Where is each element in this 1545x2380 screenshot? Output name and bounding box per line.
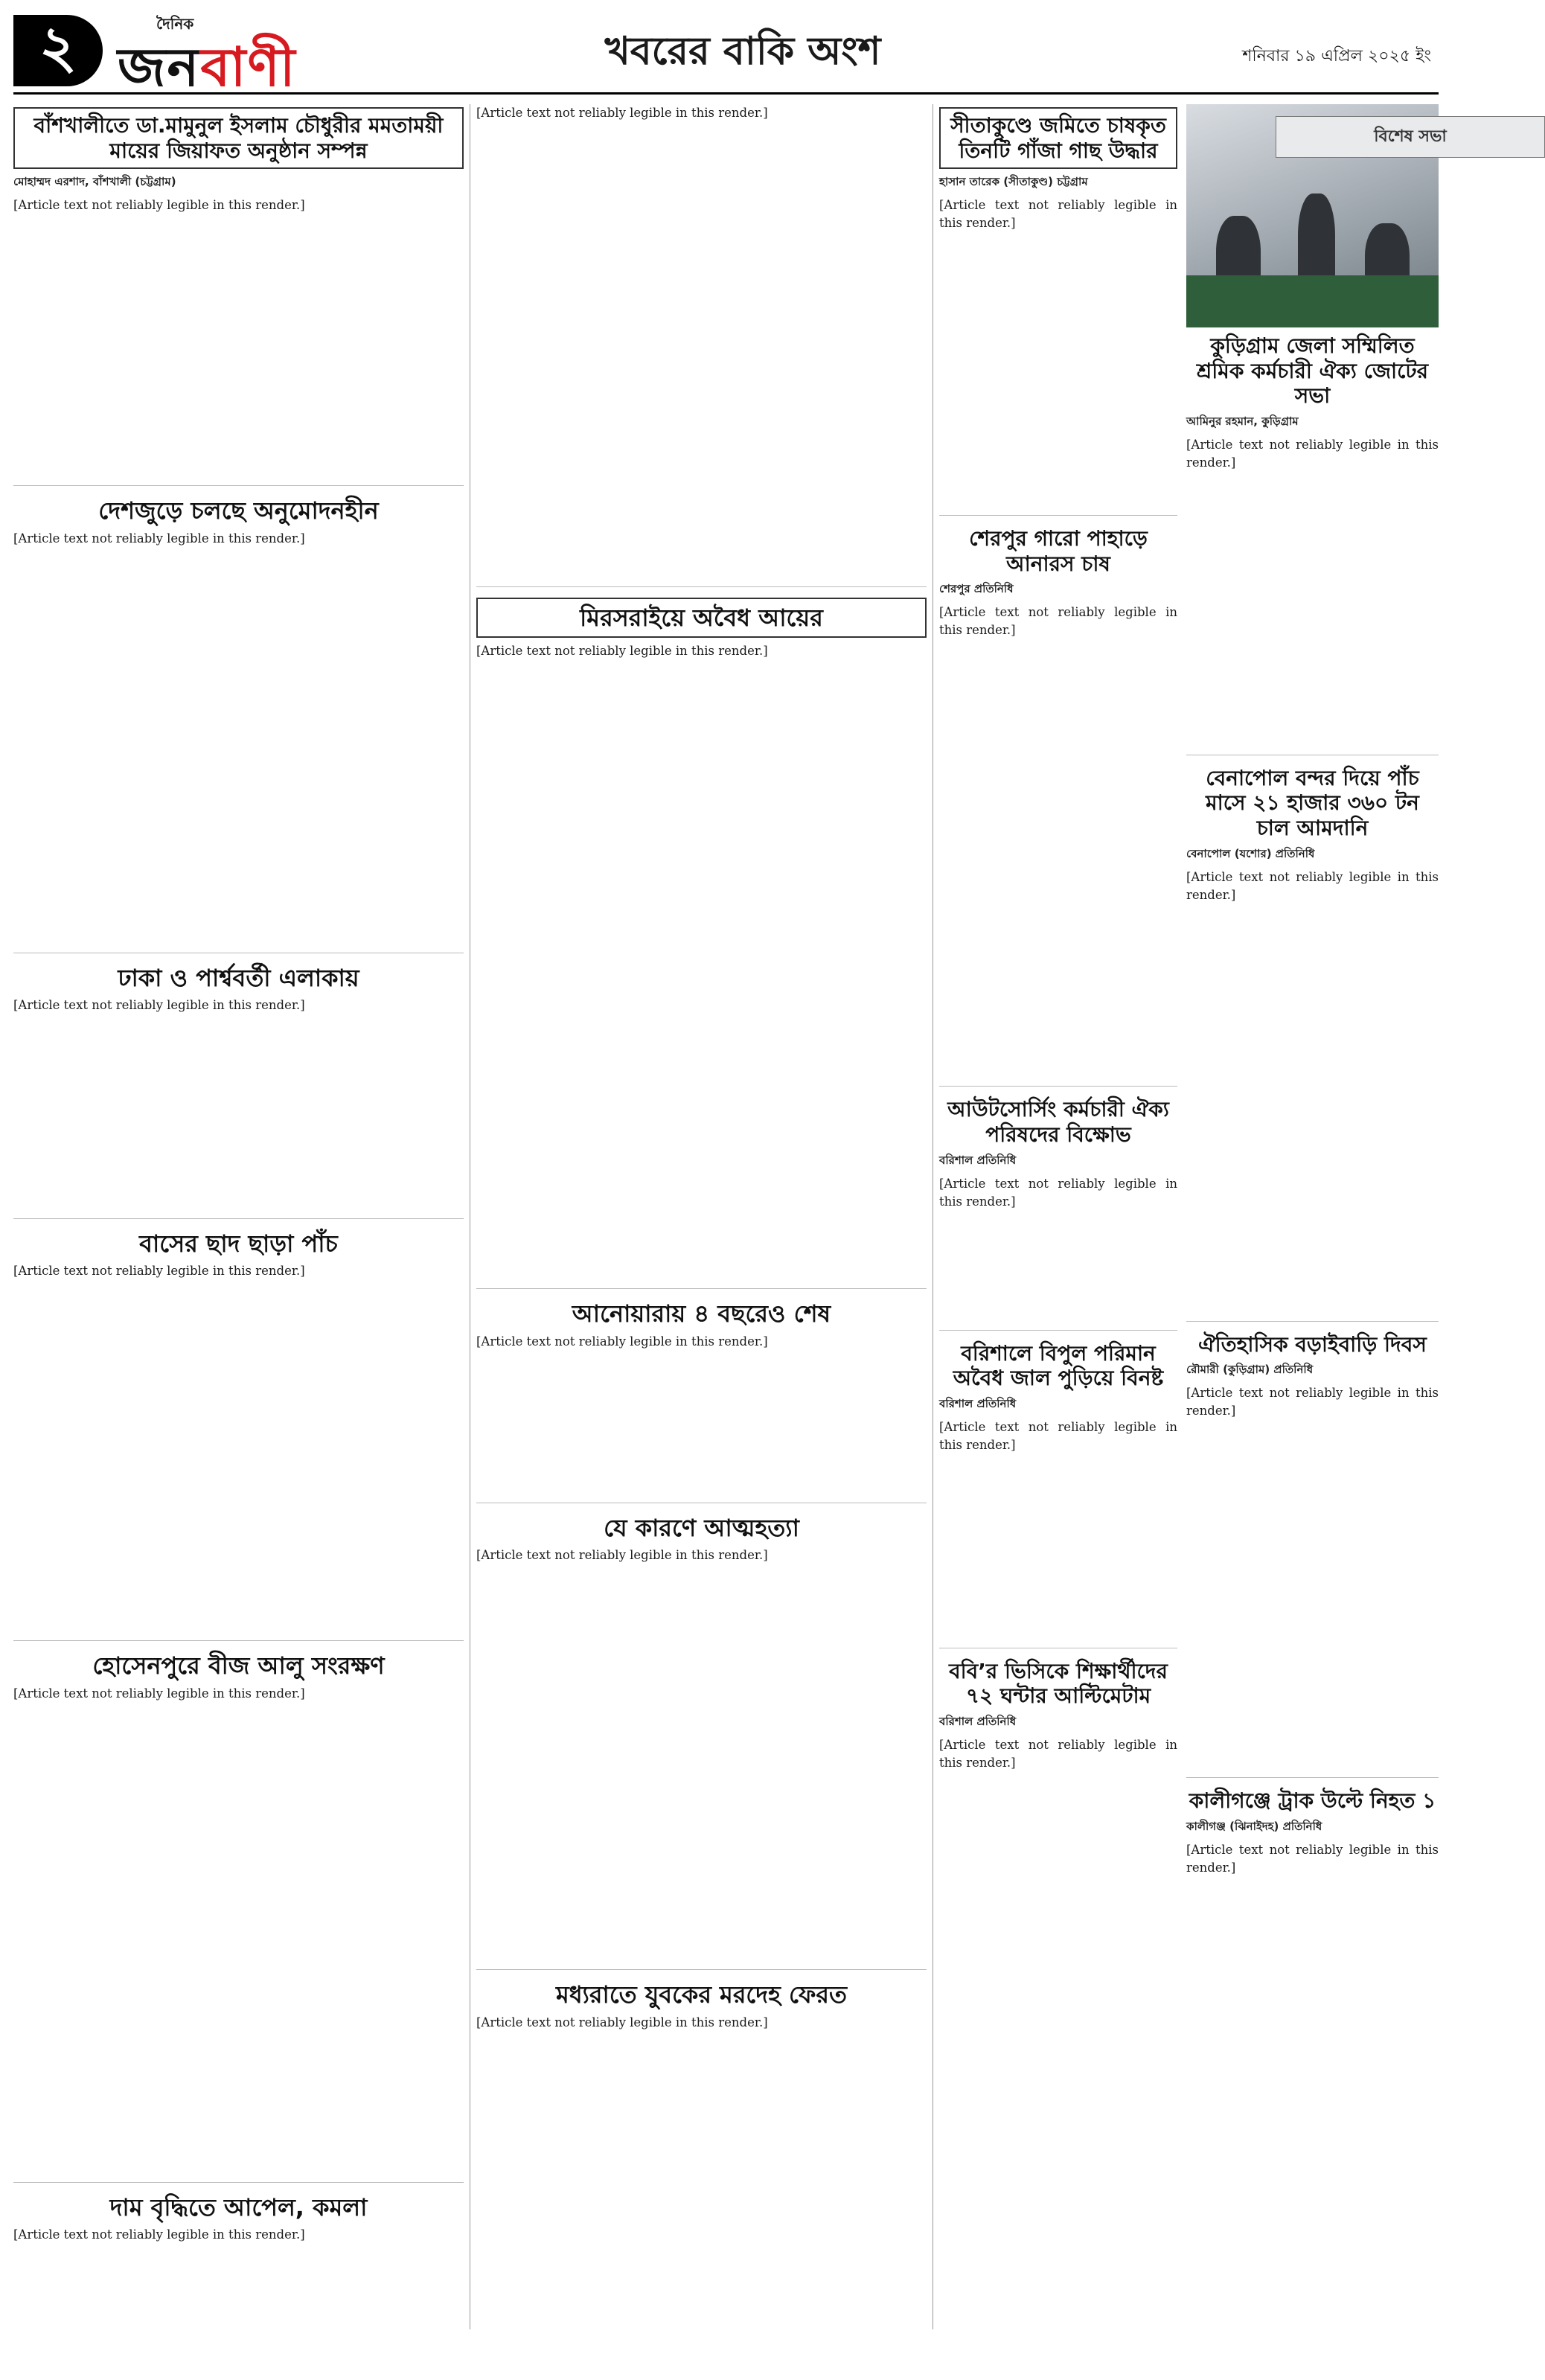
brand-name bbox=[118, 27, 297, 116]
article-body: [Article text not reliably legible in this render.] bbox=[13, 997, 305, 1012]
article-kurigram-workers bbox=[1186, 104, 1447, 755]
article-outsourcing bbox=[939, 1097, 1177, 1330]
table-cover bbox=[1186, 275, 1439, 327]
article-body: [Article text not reliably legible in this render.] bbox=[476, 2015, 768, 2029]
article-headline: আউটসোর্সিং কর্মচারী ঐক্য পরিষদের বিক্ষোভ bbox=[947, 1097, 1169, 1147]
article-headline: মিরসরাইয়ে অবৈধ আয়ের bbox=[476, 598, 927, 638]
article-headline: দাম বৃদ্ধিতে আপেল, কমলা bbox=[109, 2192, 368, 2221]
article-body: [Article text not reliably legible in this render.] bbox=[1186, 1386, 1439, 1418]
article-byline: আমিনুর রহমান, কুড়িগ্রাম bbox=[1186, 414, 1299, 428]
article-benapole-rice bbox=[1186, 766, 1439, 1322]
article-headline: হোসেনপুরে বীজ আলু সংরক্ষণ bbox=[92, 1651, 385, 1680]
article-body: [Article text not reliably legible in this render.] bbox=[476, 1334, 768, 1349]
issue-date: শনিবার ১৯ এপ্রিল ২০২৫ ইং bbox=[1242, 47, 1431, 65]
column-2 bbox=[476, 104, 927, 2380]
article-headline: সীতাকুণ্ডে জমিতে চাষকৃত তিনটি গাঁজা গাছ উদ্ধার bbox=[939, 107, 1177, 169]
article-headline: কালীগঞ্জে ট্রাক উল্টে নিহত ১ bbox=[1189, 1788, 1436, 1814]
article-headline: বেনাপোল বন্দর দিয়ে পাঁচ মাসে ২১ হাজার ৩৬০ টন চাল আমদানি bbox=[1206, 765, 1419, 840]
article-mirsharai bbox=[476, 598, 927, 1289]
article-body: [Article text not reliably legible in this render.] bbox=[13, 531, 305, 546]
brand-logo bbox=[118, 13, 430, 98]
article-body: [Article text not reliably legible in this render.] bbox=[939, 1419, 1177, 1452]
article-boraibari-day bbox=[1186, 1332, 1439, 1779]
article-barishal-net bbox=[939, 1341, 1177, 1648]
article-body: [Article text not reliably legible in this render.] bbox=[13, 2227, 305, 2242]
section-title: খবরের বাকি অংশ bbox=[604, 28, 881, 74]
article-byline: মোহাম্মদ এরশাদ, বাঁশখালী (চট্টগ্রাম) bbox=[13, 175, 176, 189]
article-body: [Article text not reliably legible in this render.] bbox=[939, 198, 1177, 231]
article-body: [Article text not reliably legible in this render.] bbox=[476, 1548, 768, 1563]
photo-banner: বিশেষ সভা bbox=[1276, 116, 1545, 158]
article-headline: আনোয়ারায় ৪ বছরেও শেষ bbox=[572, 1299, 831, 1328]
article-dhaka-area bbox=[13, 964, 464, 1219]
column-3b bbox=[1186, 104, 1447, 2006]
article-bobi-ultimatum bbox=[939, 1659, 1177, 1965]
article-body: [Article text not reliably legible in this render.] bbox=[939, 1176, 1177, 1209]
article-anwara bbox=[476, 1299, 927, 1503]
article-body: [Article text not reliably legible in this render.] bbox=[476, 644, 768, 659]
article-byline: বরিশাল প্রতিনিধি bbox=[939, 1396, 1017, 1410]
article-banshkhali-ziafat bbox=[13, 107, 464, 486]
top-row bbox=[939, 104, 1447, 2006]
article-headline: যে কারণে আত্মহত্যা bbox=[604, 1513, 799, 1542]
article-continuation bbox=[476, 104, 927, 587]
article-byline: হাসান তারেক (সীতাকুণ্ড) চট্টগ্রাম bbox=[939, 175, 1088, 189]
brand-daily-label: দৈনিক bbox=[156, 15, 194, 33]
column-3a bbox=[939, 104, 1177, 2006]
article-body: [Article text not reliably legible in this render.] bbox=[1186, 869, 1439, 902]
article-body: [Article text not reliably legible in this render.] bbox=[1186, 437, 1439, 470]
article-hossainpur-potato bbox=[13, 1651, 464, 2182]
article-suicide bbox=[476, 1514, 927, 1970]
article-anumodonhin bbox=[13, 496, 464, 953]
column-3 bbox=[939, 104, 1447, 2006]
article-byline: কালীগঞ্জ (ঝিনাইদহ) প্রতিনিধি bbox=[1186, 1819, 1322, 1833]
article-sherpur-pineapple bbox=[939, 526, 1177, 1087]
article-headline: দেশজুড়ে চলছে অনুমোদনহীন bbox=[98, 496, 379, 525]
article-body: [Article text not reliably legible in this render.] bbox=[476, 106, 768, 120]
article-kaliganj-truck bbox=[1186, 1788, 1439, 1996]
article-byline: বরিশাল প্রতিনিধি bbox=[939, 1153, 1017, 1167]
article-body: [Article text not reliably legible in this render.] bbox=[939, 605, 1177, 638]
article-body: [Article text not reliably legible in this render.] bbox=[939, 1737, 1177, 1770]
article-body: [Article text not reliably legible in this render.] bbox=[1186, 1842, 1439, 1875]
article-bus-roof bbox=[13, 1229, 464, 1641]
article-sitakunda-ganja bbox=[939, 107, 1177, 516]
article-midnight-body bbox=[476, 1980, 927, 2369]
article-headline: বাসের ছাদ ছাড়া পাঁচ bbox=[139, 1229, 338, 1258]
page-number: ২ bbox=[13, 15, 103, 86]
article-headline: শেরপুর গারো পাহাড়ে আনারস চাষ bbox=[969, 526, 1148, 576]
article-apple-orange-price bbox=[13, 2193, 464, 2314]
article-byline: বেনাপোল (যশোর) প্রতিনিধি bbox=[1186, 846, 1315, 860]
brand-name-part-b: বাণী bbox=[200, 36, 297, 98]
article-headline: বাঁশখালীতে ডা.মামুনুল ইসলাম চৌধুরীর মমতাময়ী মায়ের জিয়াফত অনুষ্ঠান সম্পন্ন bbox=[13, 107, 464, 169]
article-body: [Article text not reliably legible in this render.] bbox=[13, 1686, 305, 1701]
brand-name-part-a: জন bbox=[118, 36, 201, 98]
article-headline: মধ্যরাতে যুবকের মরদেহ ফেরত bbox=[555, 1980, 848, 2009]
article-headline: ঐতিহাসিক বড়াইবাড়ি দিবস bbox=[1198, 1331, 1427, 1357]
masthead bbox=[13, 10, 1439, 98]
article-body: [Article text not reliably legible in this render.] bbox=[13, 198, 305, 213]
article-headline: কুড়িগ্রাম জেলা সম্মিলিত শ্রমিক কর্মচারী ঐক্য জোটের সভা bbox=[1196, 333, 1429, 409]
article-byline: শেরপুর প্রতিনিধি bbox=[939, 582, 1014, 596]
article-byline: রৌমারী (কুড়িগ্রাম) প্রতিনিধি bbox=[1186, 1363, 1314, 1377]
article-headline: বরিশালে বিপুল পরিমান অবৈধ জাল পুড়িয়ে বিনষ্ট bbox=[953, 1340, 1164, 1391]
article-byline: বরিশাল প্রতিনিধি bbox=[939, 1714, 1017, 1728]
article-body: [Article text not reliably legible in this render.] bbox=[13, 1264, 305, 1279]
meeting-photo bbox=[1186, 104, 1447, 327]
article-headline: ঢাকা ও পার্শ্ববর্তী এলাকায় bbox=[118, 963, 359, 992]
article-headline: ববি’র ভিসিকে শিক্ষার্থীদের ৭২ ঘন্টার আল্টিমেটাম bbox=[949, 1658, 1168, 1709]
column-1 bbox=[13, 104, 464, 2324]
